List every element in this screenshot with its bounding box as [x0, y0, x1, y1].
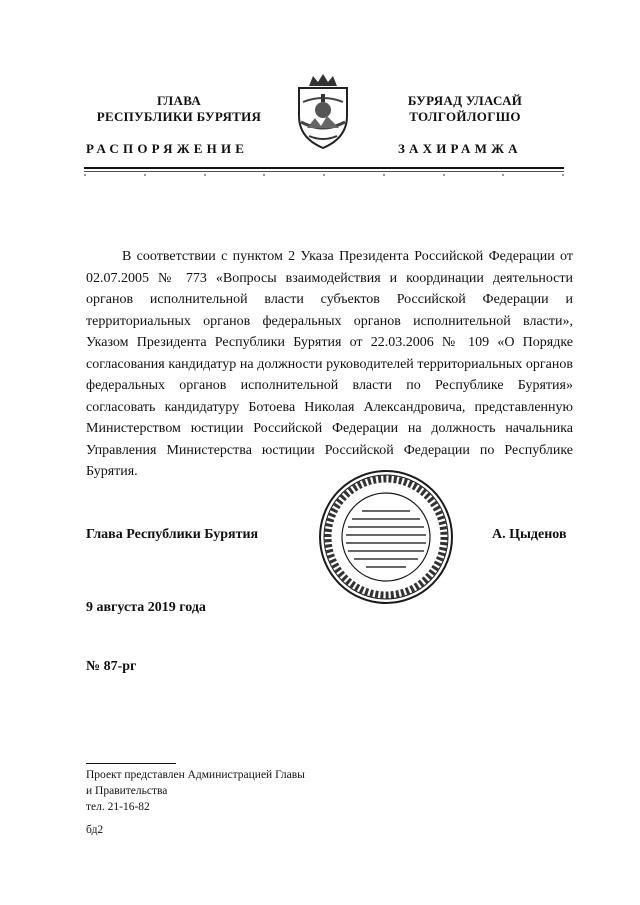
header-divider-thin: [84, 171, 564, 172]
issuer-title-buryat-line2: ТОЛГОЙЛОГШО: [409, 109, 521, 124]
footnote-phone: тел. 21-16-82: [86, 801, 150, 813]
issuer-title-line1: ГЛАВА: [156, 93, 202, 108]
document-type-buryat: ЗАХИРАМЖА: [398, 141, 522, 156]
footnote: [86, 767, 366, 815]
document-number: № 87-рг: [86, 659, 137, 674]
footnote-line2: и Правительства: [86, 785, 168, 797]
order-body-paragraph: В соответствии с пунктом 2 Указа Президента Российской Федерации от 02.07.2005 № 773 «Вопросы взаимодействия и координации деятельности органов исполнительной власти субъектов Российской Федерации и территориальных органов федеральных органов исполнительной власти», Указом Президента Республики Бурятия от 22.03.2006 № 109 «О Порядке согласования кандидатур на должности руководителей территориальных органов федеральных органов исполнительной власти по Республике Бурятия» согласовать кандидатуру Ботоева Николая Александровича, представленную Министерством юстиции Российской Федерации на должность начальника Управления Министерства юстиции Российской Федерации по Республике Бурятия.: [86, 249, 573, 479]
header-dotted-line: [84, 174, 564, 178]
document-type-russian: РАСПОРЯЖЕНИЕ: [86, 141, 249, 156]
signatory-name: А. Цыденов: [492, 527, 567, 542]
footnote-divider: [86, 763, 176, 764]
issuer-title-buryat: [380, 93, 550, 125]
issuer-title-russian: [84, 93, 274, 125]
coat-of-arms-emblem: [287, 72, 359, 152]
signatory-title: Глава Республики Бурятия: [86, 527, 259, 542]
issuer-title-line2: РЕСПУБЛИКИ БУРЯТИЯ: [96, 109, 262, 124]
document-date: 9 августа 2019 года: [86, 600, 206, 615]
issuer-title-buryat-line1: БУРЯАД УЛАСАЙ: [407, 93, 523, 108]
footnote-line1: Проект представлен Администрацией Главы: [86, 769, 305, 781]
header-divider-thick: [84, 167, 564, 169]
executor-initials: бд2: [86, 824, 104, 836]
official-seal-stamp: [316, 467, 456, 607]
